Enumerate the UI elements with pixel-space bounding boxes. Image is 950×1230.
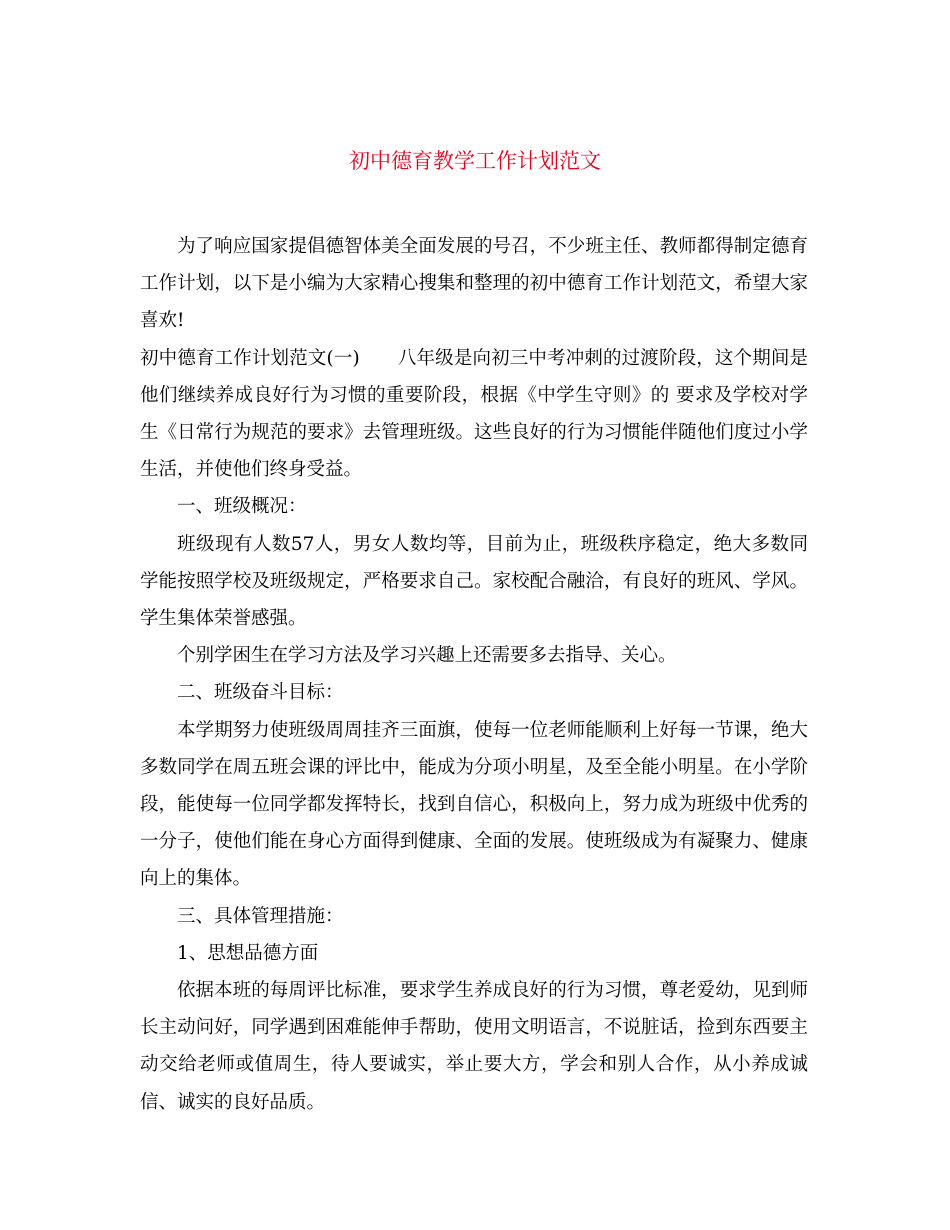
section-heading-class-goals: 二、班级奋斗目标： (177, 682, 344, 704)
plan-intro-text: 八年级是向初三中考冲刺的过渡阶段，这个期间是他们继续养成良好行为习惯的重要阶段，根据《中学生守则》的 要求及学校对学生《日常行为规范的要求》去管理班级。这些良好的行为习惯能伴随他们度过小学生活，并使他们终身受益。 (140, 347, 808, 481)
plan-paragraph (140, 340, 808, 489)
class-goals-paragraph: 本学期努力使班级周周挂齐三面旗，使每一位老师能顺利上好每一节课，绝大多数同学在周五班会课的评比中，能成为分项小明星，及至全能小明星。在小学阶段，能使每一位同学都发挥特长，找到自信心，积极向上，努力成为班级中优秀的一分子，使他们能在身心方面得到健康、全面的发展。使班级成为有凝聚力、健康向上的集体。 (140, 719, 808, 890)
section-heading-class-overview: 一、班级概况： (177, 496, 307, 518)
intro-paragraph: 为了响应国家提倡德智体美全面发展的号召，不少班主任、教师都得制定德育工作计划，以下是小编为大家精心搜集和整理的初中德育工作计划范文，希望大家喜欢! (140, 236, 808, 332)
struggling-students-paragraph: 个别学困生在学习方法及学习兴趣上还需要多去指导、关心。 (177, 645, 677, 667)
moral-character-paragraph: 依据本班的每周评比标准，要求学生养成良好的行为习惯，尊老爱幼，见到师长主动问好，同学遇到困难能伸手帮助，使用文明语言，不说脏话，捡到东西要主动交给老师或值周生，待人要诚实，举止要大方，学会和别人合作，从小养成诚信、诚实的良好品质。 (140, 980, 808, 1113)
subheading-moral-character: 1、思想品德方面 (177, 942, 319, 964)
section-heading-management-measures: 三、具体管理措施： (177, 905, 344, 927)
class-overview-paragraph: 班级现有人数57人，男女人数均等，目前为止，班级秩序稳定，绝大多数同学能按照学校及班级规定，严格要求自己。家校配合融洽，有良好的班风、学风。学生集体荣誉感强。 (140, 533, 808, 630)
plan-heading: 初中德育工作计划范文(一) (140, 347, 360, 369)
document-body (140, 228, 808, 1121)
document-title: 初中德育教学工作计划范文 (349, 149, 601, 173)
